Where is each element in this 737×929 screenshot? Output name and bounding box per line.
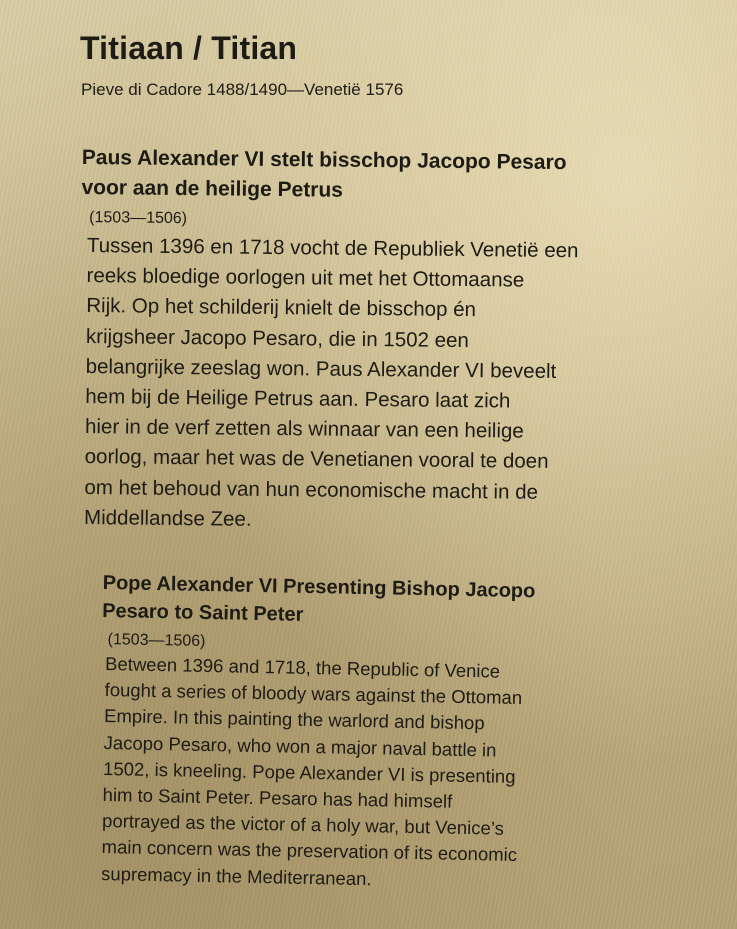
dutch-title-line: Paus Alexander VI stelt bisschop Jacopo Pesaro <box>81 145 567 175</box>
dutch-body-line: Tussen 1396 en 1718 vocht de Republiek Venetië een <box>86 234 579 263</box>
dutch-description <box>78 143 682 539</box>
english-title-line: Pope Alexander VI Presenting Bishop Jacopo <box>102 571 536 603</box>
english-body-line: 1502, is kneeling. Pope Alexander VI is presenting <box>102 757 516 787</box>
dutch-body-line: belangrijke zeeslag won. Paus Alexander VI beveelt <box>85 354 557 383</box>
english-body-line: main concern was the preservation of its economic <box>101 836 518 866</box>
dutch-body-line: reeks bloedige oorlogen uit met het Ottomaanse <box>86 264 525 292</box>
dutch-body-text <box>78 231 681 539</box>
english-description <box>97 569 663 898</box>
english-body-line: Between 1396 and 1718, the Republic of Venice <box>104 653 501 682</box>
dutch-body-line: oorlog, maar het was de Venetianen vooral te doen <box>84 445 549 474</box>
dutch-body-line: om het behoud van hun economische macht in de <box>84 475 539 504</box>
english-body-line: Empire. In this painting the warlord and bishop <box>103 705 485 734</box>
english-body-line: fought a series of bloody wars against the Ottoman <box>104 679 523 709</box>
dutch-body-line: Rijk. Op het schilderij knielt de bisschop én <box>86 294 477 322</box>
dutch-body-line: Middellandse Zee. <box>83 505 252 531</box>
english-body-line: portrayed as the victor of a holy war, but Venice’s <box>101 810 505 839</box>
english-title-line: Pesaro to Saint Peter <box>101 599 304 626</box>
dutch-body-line: hier in de verf zetten als winnaar van een heilige <box>84 415 524 443</box>
english-body-line: supremacy in the Mediterranean. <box>100 862 372 889</box>
dutch-title-line: voor aan de heilige Petrus <box>81 175 344 202</box>
english-artwork-title <box>102 569 663 636</box>
dutch-artwork-date: (1503—1506) <box>89 209 188 228</box>
english-artwork-date: (1503—1506) <box>107 631 206 650</box>
english-body-line: Jacopo Pesaro, who won a major naval battle in <box>103 731 497 761</box>
dutch-body-line: hem bij de Heilige Petrus aan. Pesaro laat zich <box>85 385 511 413</box>
english-body-text <box>97 651 661 898</box>
dutch-artwork-title <box>81 143 682 209</box>
dutch-body-line: krijgsheer Jacopo Pesaro, die in 1502 een <box>85 324 469 352</box>
english-body-line: him to Saint Peter. Pesaro has had himself <box>102 784 453 812</box>
artist-life-dates: Pieve di Cadore 1488/1490—Venetië 1576 <box>81 80 404 99</box>
artist-name: Titiaan / Titian <box>80 30 298 66</box>
